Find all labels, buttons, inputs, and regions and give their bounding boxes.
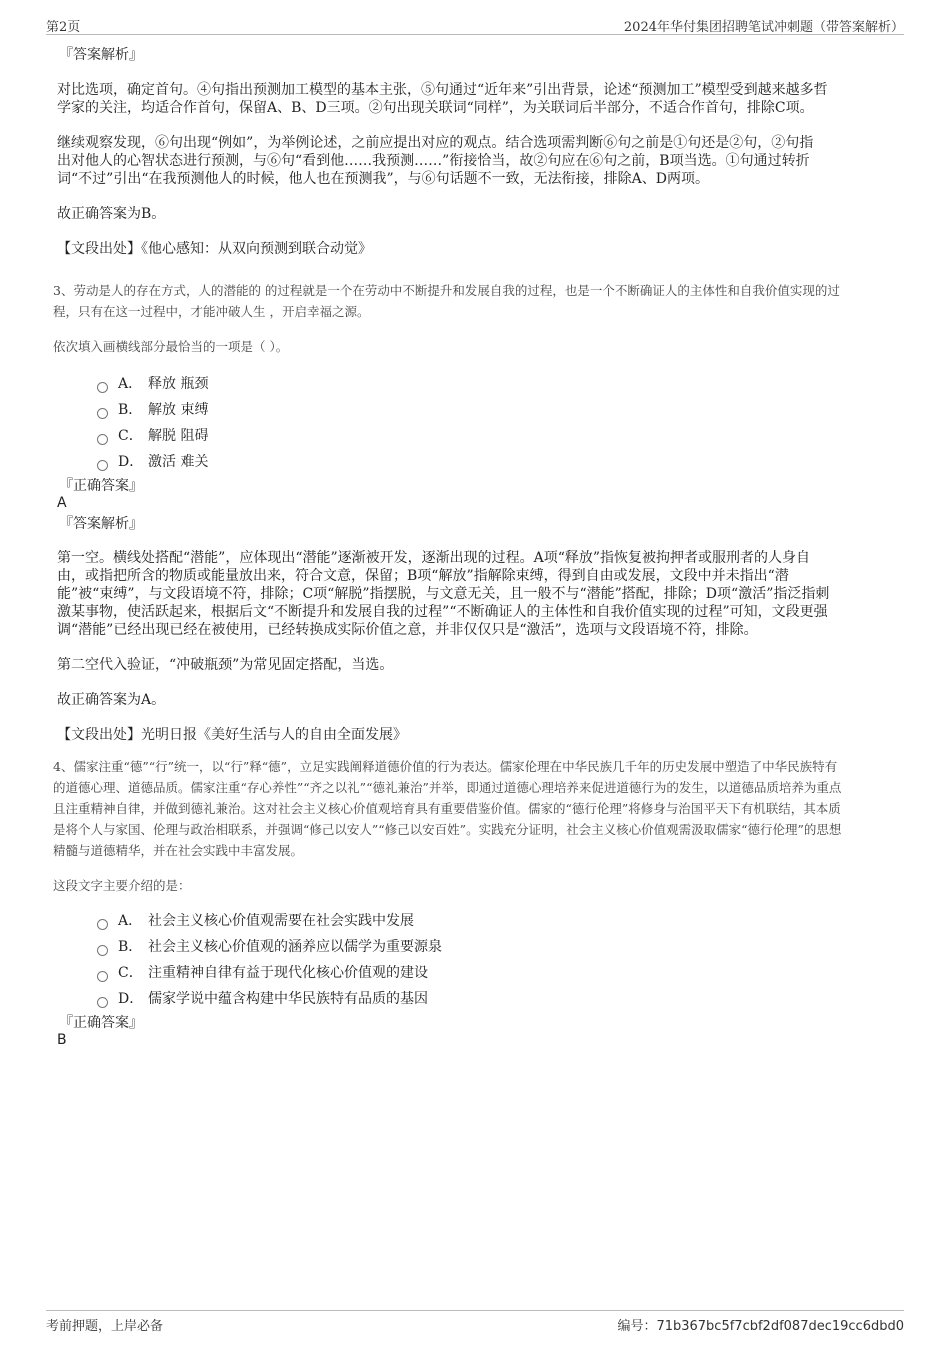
radio-icon[interactable] (97, 945, 108, 956)
question-prompt: 依次填入画横线部分最恰当的一项是（ ）。 (53, 339, 289, 354)
document-title: 2024年华付集团招聘笔试冲刺题（带答案解析） (623, 20, 904, 35)
option-b[interactable]: B． 解放 束缚 (97, 397, 897, 423)
analysis-label: 『答案解析』 (59, 516, 143, 532)
source-citation: 【文段出处】《他心感知：从双向预测到联合动觉》 (57, 241, 372, 257)
question-passage: 3、劳动是人的存在方式，人的潜能的 的过程就是一个在劳动中不断提升和发展自我的过程，也是一个不断确证人的主体性和自我价值实现的过 程，只有在这一过程中，才能冲破人生 ，开启幸福之源。 (53, 283, 840, 319)
page-header (46, 14, 904, 35)
correct-answer: B (57, 1032, 67, 1048)
option-b[interactable]: B． 社会主义核心价值观的涵养应以儒学为重要源泉 (97, 934, 897, 960)
analysis-paragraph: 继续观察发现，⑥句出现“例如”，为举例论述，之前应提出对应的观点。结合选项需判断⑥句之前是①句还是②句，②句指 出对他人的心智状态进行预测，与⑥句“看到他……我预测……”衔接恰当，故②句应在⑥句之前，B项当选。①句通过转折 词“不过”引出“在我预测他人的时候，他人也在预测我”，与⑥句话题不一致，无法衔接，排除A、D两项。 (57, 135, 814, 187)
page-number: 第2页 (46, 20, 81, 35)
option-list (97, 908, 897, 1012)
radio-icon[interactable] (97, 971, 108, 982)
page-footer (46, 1310, 904, 1334)
option-a[interactable]: A． 社会主义核心价值观需要在社会实践中发展 (97, 908, 897, 934)
correct-answer: A (57, 495, 67, 511)
analysis-paragraph: 对比选项，确定首句。④句指出预测加工模型的基本主张，⑤句通过“近年来”引出背景，论述“预测加工”模型受到越来越多哲 学家的关注，均适合作首句，保留A、B、D三项。②句出现关联词“同样”，为关联词后半部分，不适合作首句，排除C项。 (57, 82, 828, 116)
analysis-paragraph: 第一空。横线处搭配“潜能”，应体现出“潜能”逐渐被开发，逐渐出现的过程。A项“释放”指恢复被拘押者或服刑者的人身自 由，或指把所含的物质或能量放出来，符合文意，保留；B项“解放”指解除束缚，得到自由或发展，文段中并未指出“潜 能”被“束缚”，与文段语境不符，排除；C项“解脱”指摆脱，与文意无关，且一般不与“潜能”搭配，排除；D项“激活”指泛指刺 激某事物，使活跃起来，根据后文“不断提升和发展自我的过程”“不断确证人的主体性和自我价值实现的过程”可知，文段更强 调“潜能”已经出现已经在被使用，已经转换成实际价值之意，并非仅仅只是“激活”，选项与文段语境不符，排除。 (57, 550, 830, 638)
correct-answer-label: 『正确答案』 (59, 478, 143, 494)
question-prompt: 这段文字主要介绍的是： (53, 878, 191, 893)
radio-icon[interactable] (97, 408, 108, 419)
code-value: 71b367bc5f7cbf2df087dec19cc6dbd0 (656, 1319, 904, 1334)
correct-answer-label: 『正确答案』 (59, 1015, 143, 1031)
footer-slogan: 考前押题，上岸必备 (46, 1319, 164, 1334)
option-list (97, 371, 897, 475)
radio-icon[interactable] (97, 460, 108, 471)
option-d[interactable]: D． 激活 难关 (97, 449, 897, 475)
option-d[interactable]: D． 儒家学说中蕴含构建中华民族特有品质的基因 (97, 986, 897, 1012)
option-c[interactable]: C． 注重精神自律有益于现代化核心价值观的建设 (97, 960, 897, 986)
answer-conclusion: 故正确答案为A。 (57, 692, 166, 708)
analysis-label: 『答案解析』 (59, 47, 143, 63)
source-citation: 【文段出处】光明日报《美好生活与人的自由全面发展》 (57, 727, 407, 743)
question-passage: 4、儒家注重“德”“行”统一，以“行”释“德”，立足实践阐释道德价值的行为表达。儒家伦理在中华民族几千年的历史发展中塑造了中华民族特有 的道德心理、道德品质。儒家注重“存心养性”“齐之以礼”“德礼兼治”并举，即通过道德心理培养来促进道德行为的发生，以道德品质培养为重点 且注重精神自律，并做到德礼兼治。这对社会主义核心价值观培育具有重要借鉴价值。儒家的“德行伦理”将修身与治国平天下有机联结，其本质 是将个人与家国、伦理与政治相联系，并强调“修己以安人”“修己以安百姓”。实践充分证明，社会主义核心价值观需汲取儒家“德行伦理”的思想 精髓与道德精华，并在社会实践中丰富发展。 (53, 759, 842, 858)
code-label: 编号： (617, 1319, 657, 1334)
radio-icon[interactable] (97, 997, 108, 1008)
radio-icon[interactable] (97, 382, 108, 393)
option-a[interactable]: A． 释放 瓶颈 (97, 371, 897, 397)
page-content (53, 46, 897, 1048)
analysis-paragraph: 第二空代入验证，“冲破瓶颈”为常见固定搭配，当选。 (57, 657, 394, 673)
document-code (617, 1315, 904, 1334)
radio-icon[interactable] (97, 434, 108, 445)
radio-icon[interactable] (97, 919, 108, 930)
answer-conclusion: 故正确答案为B。 (57, 206, 166, 222)
option-c[interactable]: C． 解脱 阻碍 (97, 423, 897, 449)
